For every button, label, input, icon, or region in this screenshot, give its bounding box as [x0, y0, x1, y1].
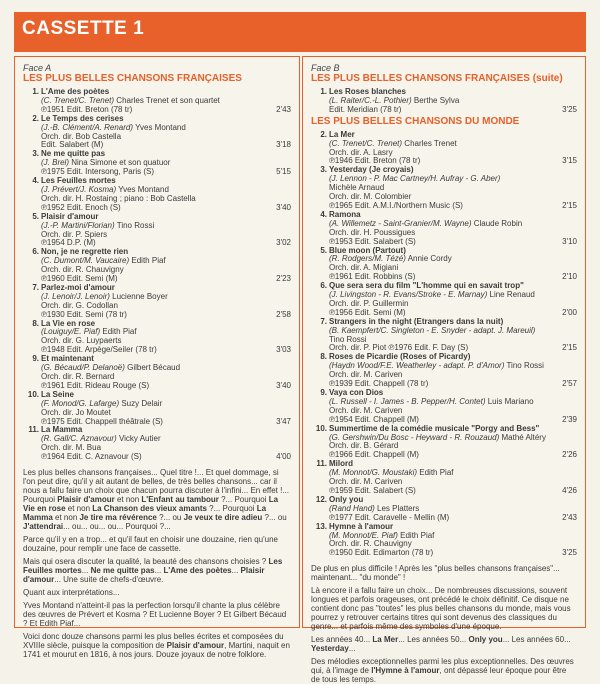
track-title: Les Roses blanches [329, 87, 406, 96]
track-title: Ne me quitte pas [41, 149, 106, 159]
track-credit-text: Orch. dir. M. Bua [41, 443, 102, 453]
highlighted-title: Les Feuilles mortes [23, 557, 283, 576]
liner-text: et non [65, 504, 93, 514]
liner-text: ... ou... ou... ou... Pourquoi ?... [63, 522, 171, 532]
track-title: Non, je ne regrette rien [41, 247, 129, 257]
track-credit-text: Orch. dir. H. Poussigues [329, 227, 416, 237]
liner-text: Là encore il a fallu faire un choix... De nombreuses discussions, souvent longues et parfois orageuses, ont précédé le choix définitif. Ce disque ne contient donc pas "toutes" les plus belles chansons du monde, mais vous pourrez y retrouver certains titres qui sont devenus des classiques du genre... et parfois même des symboles d'une époque. [311, 586, 571, 632]
track-credit-text: Michèle Arnaud [329, 183, 385, 193]
liner-text: ... [348, 644, 356, 654]
track-credit-line [41, 382, 265, 391]
track-number: 13. [315, 521, 327, 531]
track-duration: 3'03 [276, 345, 291, 355]
track-credit-text: ℗1953 Edit. Salabert (S) [329, 236, 416, 246]
track-credit-text: Orch. dir. P. Piot ℗1976 Edit. F. Day (S) [329, 343, 469, 353]
track-title: La Mer [329, 129, 355, 139]
track-number: 11. [28, 425, 39, 435]
track-list-face-a [23, 88, 291, 462]
track-credit-line [41, 453, 265, 462]
track-composers: (G. Bécaud/P. Delanoë) [41, 363, 125, 373]
track-credit-text: ℗1960 Edit. Semi (M) [41, 274, 118, 284]
track-credit-text: Orch. dir. G. Luypaerts [41, 336, 122, 346]
liner-text: ... [231, 566, 241, 576]
track-duration: 2'00 [562, 307, 577, 317]
track-credit-text: Orch. dir. M. Cariven [329, 477, 403, 487]
liner-paragraph [311, 564, 577, 582]
highlighted-title: J'attendrai [23, 522, 64, 532]
track-credit-text: Orch. dir. R. Bernard [41, 372, 115, 381]
track-credit-text: Tino Rossi [504, 361, 544, 371]
track-number: 1. [32, 87, 39, 96]
liner-paragraph [311, 586, 577, 631]
track-composers: (C. Dumont/M. Vaucaire) [41, 256, 130, 266]
track-credit-text: ℗1954 D.P. (M) [41, 238, 96, 248]
track-credit-text: Orch. dir. M. Colombier [329, 192, 412, 202]
track-title: Et maintenant [41, 354, 94, 364]
highlighted-title: Je tire ma révérence [79, 513, 157, 523]
track-composers: (L. Raiter/C.-L. Pothier) [329, 95, 412, 105]
liner-paragraph [23, 632, 291, 659]
track-duration: 2'39 [562, 414, 577, 424]
liner-text: ... Une suite de chefs-d'œuvre. [54, 575, 164, 585]
track-credit-text: Edit. Salabert (M) [41, 140, 104, 150]
highlighted-title: La Chanson des vieux amants [92, 504, 207, 514]
highlighted-title: L'Ame des poètes [163, 566, 232, 576]
track-number: 4. [320, 209, 327, 219]
track-credit-text: Annie Cordy [405, 254, 452, 264]
track-number: 9. [32, 354, 39, 364]
track-title: Summertime de la comédie musicale "Porgy and Bess" [329, 423, 540, 433]
track-item [23, 320, 291, 356]
track-item [311, 496, 577, 523]
track-credit-text: ℗1951 Edit. Breton (78 tr) [41, 104, 133, 114]
track-credit-text: Yves Montand [133, 122, 186, 132]
track-credit-text: ℗1952 Edit. Enoch (S) [41, 202, 121, 212]
liner-paragraph [23, 557, 291, 584]
track-item [311, 460, 577, 496]
liner-text: Yves Montand n'atteint-il pas la perfection lorsqu'il chante la plus célèbre des œuvres de Prévert et Kosma ? Et Lucienne Boyer ? Et Gilbert Bécaud ? Et Edith Piaf... [23, 601, 287, 629]
track-item [311, 389, 577, 425]
track-item [23, 355, 291, 391]
track-duration: 2'15 [562, 200, 577, 210]
track-duration: 2'58 [276, 309, 291, 319]
highlighted-title: Yesterday [311, 644, 349, 654]
track-number: 10. [27, 389, 39, 399]
track-credit-text: Luis Mariano [485, 396, 534, 406]
track-credit-text: Edit. Meridian (78 tr) [329, 104, 402, 114]
track-credit-text: Les Platters [374, 503, 420, 513]
track-item [23, 248, 291, 284]
track-number: 8. [320, 352, 327, 362]
track-duration: 3'40 [276, 380, 291, 390]
highlighted-title: Plaisir d'amour [23, 566, 265, 585]
track-number: 7. [32, 282, 39, 292]
track-number: 12. [315, 494, 327, 504]
track-title: Roses de Picardie (Roses of Picardy) [329, 352, 471, 362]
track-duration: 2'10 [562, 272, 577, 282]
track-credit-line [329, 549, 551, 558]
section-heading-french-suite: LES PLUS BELLES CHANSONS FRANÇAISES (suite) [311, 73, 563, 84]
track-composers: (G. Gershwin/Du Bosc - Heyward - R. Rouzaud) [329, 432, 500, 442]
track-composers: (J. Lennon - P. Mac Cartney/H. Aufray - G. Aber) [329, 174, 501, 184]
highlighted-title: l'Hymne à l'amour [371, 666, 440, 676]
track-credit-text: Tino Rossi [114, 220, 155, 230]
track-item [311, 88, 577, 115]
liner-text: Parce qu'il y en a trop... et qu'il faut en choisir une douzaine, rien qu'une douzaine, pour remplir une face de cassette. [23, 535, 278, 554]
track-item [311, 425, 577, 461]
track-title: La Vie en rose [41, 318, 96, 328]
track-composers: (J.-P. Martini/Florian) [41, 220, 115, 230]
highlighted-title: La Mer [372, 635, 399, 645]
track-title: Hymne à l'amour [329, 521, 394, 531]
track-credit-text: Mathé Altéry [499, 432, 546, 442]
track-duration: 4'26 [562, 485, 577, 495]
liner-text: ... [81, 566, 91, 576]
liner-text: et non [52, 513, 80, 523]
track-duration: 2'26 [562, 450, 577, 460]
track-title: La Mamma [41, 425, 83, 435]
track-credit-text: Edith Piaf [417, 468, 454, 478]
track-credit-text: ℗1939 Edit. Chappell (78 tr) [329, 379, 429, 389]
liner-text: , Martini, naquit en 1741 et mourut en 1816, à nos jours. Douze joyaux de notre folklore. [23, 641, 290, 660]
track-credit-text: Yves Montand [116, 184, 169, 194]
liner-text: et non [114, 495, 142, 505]
face-a-panel [14, 56, 300, 660]
highlighted-title: Plaisir d'amour [57, 495, 115, 505]
track-item [311, 523, 577, 559]
track-item [311, 131, 577, 167]
liner-text: Mais qui osera discuter la qualité, la beauté des chansons choisies ? [23, 557, 269, 567]
liner-text: Voici donc douze chansons parmi les plus belles écrites et composées du XVIIIe siècle, puisque la composition de [23, 632, 284, 651]
track-title: Milord [329, 459, 353, 469]
track-number: 5. [32, 211, 39, 221]
track-credit-text: ℗1959 Edit. Salabert (S) [329, 485, 416, 495]
track-duration: 3'25 [562, 548, 577, 558]
track-credit-text: Orch. dir. R. Chauvigny [329, 539, 412, 549]
track-credit-text: Charles Trenet [402, 138, 457, 148]
track-item [311, 282, 577, 318]
track-credit-text: ℗1977 Edit. Caravelle - Mellin (M) [329, 512, 450, 522]
track-credit-text: ℗1930 Edit. Semi (78 tr) [41, 309, 127, 319]
liner-text: De plus en plus difficile ! Après les "plus belles chansons françaises"... maintenant... "du monde" ! [311, 564, 560, 583]
liner-text: Les années 40... [311, 635, 373, 645]
track-title: Parlez-moi d'amour [41, 282, 115, 292]
highlighted-title: Plaisir d'amour [166, 641, 225, 651]
track-composers: (J. Brel) [41, 158, 69, 168]
track-number: 4. [32, 176, 39, 186]
track-item [23, 115, 291, 151]
track-credit-text: ℗1965 Edit. A.M.I./Northern Music (S) [329, 200, 463, 210]
track-number: 10. [315, 423, 327, 433]
track-number: 11. [316, 459, 327, 469]
track-composers: (A. Willemetz - Saint-Granier/M. Wayne) [329, 218, 472, 228]
track-duration: 3'18 [276, 140, 291, 150]
liner-paragraph [311, 657, 577, 684]
track-title: Les Feuilles mortes [41, 176, 116, 186]
track-composers: (Rand Hand) [329, 503, 375, 513]
track-credit-text: ℗1961 Edit. Rideau Rouge (S) [41, 380, 150, 390]
track-credit-text: Edith Piaf [397, 530, 435, 540]
track-credit-text: Orch. dir. R. Chauvigny [41, 265, 124, 275]
track-credit-text: Lucienne Boyer [109, 291, 168, 301]
face-b-panel [302, 56, 586, 684]
track-item [23, 177, 291, 213]
liner-text: Les plus belles chansons françaises... Quel titre !... Et quel dommage, si l'on peut dire, qu'il y ait autant de belles, de très belles chansons... car il nous a fallu faire un choix que chacun pourra discuter à l'infini... En effet !... Pourquoi [23, 468, 289, 505]
track-title: Ramona [329, 209, 361, 219]
liner-paragraph [23, 535, 291, 553]
track-composers: (C. Trenet/C. Trenet) [329, 138, 403, 148]
liner-paragraph [23, 468, 291, 531]
track-duration: 3'25 [562, 104, 577, 114]
track-credit-text: Gilbert Bécaud [124, 363, 181, 373]
track-composers: (J. Livingston - R. Evans/Stroke - E. Marnay) [329, 290, 488, 300]
track-list-face-b-part2 [311, 131, 577, 559]
track-credit-text: ℗1975 Edit. Chappell théâtrale (S) [41, 416, 163, 426]
track-item [23, 88, 291, 115]
track-credit-text: ℗1946 Edit. Breton (78 tr) [329, 156, 421, 166]
track-credit-text: ℗1966 Edit. Chappell (M) [329, 450, 419, 460]
track-credit-text: Suzy Delair [119, 398, 163, 408]
track-credit-text: Vicky Autier [116, 434, 161, 444]
track-duration: 3'10 [562, 236, 577, 246]
track-composers: (J. Prévert/J. Kosma) [41, 184, 117, 194]
track-credit-line [329, 451, 551, 460]
track-composers: (M. Monnot/G. Moustaki) [329, 468, 418, 478]
track-duration: 3'02 [276, 238, 291, 248]
track-credit-text: Nina Simone et son quatuor [69, 158, 171, 168]
liner-paragraph [23, 601, 291, 628]
track-credit-text: Orch. dir. M. Cariven [329, 405, 403, 415]
track-credit-text: Orch. dir. Bob Castella [41, 131, 122, 141]
track-number: 6. [320, 281, 327, 291]
liner-paragraph [23, 588, 291, 597]
track-credit-text: Charles Trenet et son quartet [114, 95, 220, 105]
track-title: Que sera sera du film "L'homme qui en savait trop" [329, 281, 524, 291]
face-a-label: Face A [23, 63, 52, 73]
track-credit-text: Orch. dir. B. Gérard [329, 441, 399, 451]
track-credit-text: Orch. dir. Jo Moutet [41, 407, 111, 417]
track-credit-text: ℗1961 Edit. Robbins (S) [329, 272, 416, 282]
track-credit-text: Edith Piaf [129, 256, 166, 266]
track-credit-text: ℗1964 Edit. C. Aznavour (S) [41, 452, 142, 462]
track-credit-text: Orch. dir. P. Guillermin [329, 298, 409, 308]
track-composers: (B. Kaempfert/C. Singleton - E. Snyder - adapt. J. Mareuil) [329, 325, 536, 335]
track-number: 7. [320, 316, 327, 326]
track-credit-text: Orch. dir. A. Lasry [329, 147, 393, 157]
track-title: Blue moon (Partout) [329, 245, 406, 255]
track-number: 3. [32, 149, 39, 159]
track-composers: (F. Monod/G. Lafarge) [41, 398, 120, 408]
track-credit-text: Orch. dir. P. Spiers [41, 229, 108, 239]
track-composers: (L. Russell - I. James - B. Pepper/H. Contet) [329, 396, 486, 406]
title-bar [14, 12, 586, 52]
track-title: La Seine [41, 389, 74, 399]
liner-text: ?... ou [156, 513, 184, 523]
track-duration: 2'57 [562, 379, 577, 389]
track-credit-text: ℗1954 Edit. Chappell (M) [329, 414, 419, 424]
track-title: Yesterday (Je croyais) [329, 165, 414, 175]
liner-paragraph [311, 635, 577, 653]
track-duration: 3'47 [276, 416, 291, 426]
highlighted-title: Ne me quitte pas [90, 566, 155, 576]
track-duration: 3'40 [276, 202, 291, 212]
highlighted-title: La Mamma [23, 504, 267, 523]
track-title: Le Temps des cerises [41, 113, 124, 123]
liner-text: ... [154, 566, 164, 576]
track-title: Vaya con Dios [329, 388, 384, 397]
highlighted-title: Only you [468, 635, 503, 645]
track-credit-text: ℗1956 Edit. Semi (M) [329, 307, 406, 317]
page-title: CASSETTE 1 [22, 18, 145, 39]
highlighted-title: Je veux te dire adieu [183, 513, 263, 523]
track-composers: (C. Trenet/C. Trenet) [41, 95, 115, 105]
track-number: 8. [32, 318, 39, 328]
track-number: 3. [320, 165, 327, 175]
liner-text: Quant aux interprétations... [23, 588, 120, 598]
track-credit-text: Orch. dir. G. Codollan [41, 300, 118, 310]
track-item [23, 426, 291, 462]
track-item [23, 391, 291, 427]
track-item [311, 211, 577, 247]
track-item [311, 353, 577, 389]
track-item [23, 150, 291, 177]
track-credit-text: Edith Piaf [100, 327, 137, 337]
track-title: Strangers in the night (Etrangers dans la nuit) [329, 316, 504, 326]
track-item [311, 166, 577, 211]
track-credit-text: Orch. dir. M. Cariven [329, 370, 403, 380]
track-composers: (Haydn Wood/F.E. Weatherley - adapt. P. d'Amor) [329, 361, 505, 371]
track-duration: 2'23 [276, 274, 291, 284]
track-credit-text: ℗1975 Edit. Intersong, Paris (S) [41, 167, 155, 177]
track-item [23, 284, 291, 320]
track-credit-text: Orch. dir. A. Migiani [329, 263, 399, 273]
liner-notes-face-b [311, 564, 577, 684]
track-credit-text: Orch. dir. H. Rostaing ; piano : Bob Castella [41, 193, 196, 203]
track-duration: 2'43 [562, 512, 577, 522]
track-title: L'Ame des poètes [41, 87, 110, 96]
track-number: 6. [32, 247, 39, 257]
track-number: 9. [320, 388, 327, 397]
highlighted-title: L'Enfant au tambour [141, 495, 219, 505]
track-composers: (Louiguy/E. Piaf) [41, 327, 101, 337]
track-duration: 4'00 [276, 452, 291, 462]
face-b-label: Face B [311, 63, 340, 73]
track-credit-line [329, 106, 551, 115]
track-credit-text: ℗1948 Edit. Arpège/Seiler (78 tr) [41, 345, 157, 355]
track-duration: 3'15 [562, 156, 577, 166]
track-list-face-b-part1 [311, 88, 577, 115]
track-credit-text: Berthe Sylva [411, 95, 460, 105]
liner-notes-face-a [23, 468, 291, 659]
track-number: 2. [320, 129, 327, 139]
liner-text: Des mélodies exceptionnelles parmi les plus exceptionnelles. Des œuvres qui, à l'image de [311, 657, 574, 676]
track-credit-text: ℗1950 Edit. Edimarton (78 tr) [329, 548, 434, 558]
track-title: Plaisir d'amour [41, 211, 99, 221]
track-title: Only you [329, 494, 364, 504]
liner-text: ?... ou [262, 513, 287, 523]
track-item [311, 247, 577, 283]
track-composers: (R. Rodgers/M. Tézé) [329, 254, 406, 264]
track-composers: (R. Gall/C. Aznavour) [41, 434, 117, 444]
track-composers: (J. Lenoir/J. Lenoir) [41, 291, 110, 301]
track-number: 1. [320, 87, 327, 96]
track-duration: 2'43 [276, 104, 291, 114]
track-number: 5. [320, 245, 327, 255]
track-credit-line [329, 202, 551, 211]
liner-text: , ont dépassé leur époque pour être de tous les temps. [311, 666, 567, 684]
liner-text: ?... Pourquoi [218, 495, 269, 505]
track-duration: 5'15 [276, 167, 291, 177]
track-item [311, 318, 577, 354]
track-composers: (J.-B. Clément/A. Renard) [41, 122, 134, 132]
liner-text: ... Les années 60... [502, 635, 571, 645]
track-credit-text: Line Renaud [487, 290, 535, 300]
track-credit-text: Tino Rossi [329, 334, 367, 344]
section-heading-french: LES PLUS BELLES CHANSONS FRANÇAISES [23, 73, 242, 84]
highlighted-title: La Vie en rose [23, 495, 279, 514]
liner-text: ?... Pourquoi [206, 504, 257, 514]
track-credit-text: Claude Robin [471, 218, 523, 228]
liner-text: ... Les années 50... [398, 635, 469, 645]
track-duration: 2'15 [562, 343, 577, 353]
track-composers: (M. Monnot/E. Piaf) [329, 530, 398, 540]
track-number: 2. [32, 113, 39, 123]
track-item [23, 213, 291, 249]
section-heading-world: LES PLUS BELLES CHANSONS DU MONDE [311, 115, 520, 127]
